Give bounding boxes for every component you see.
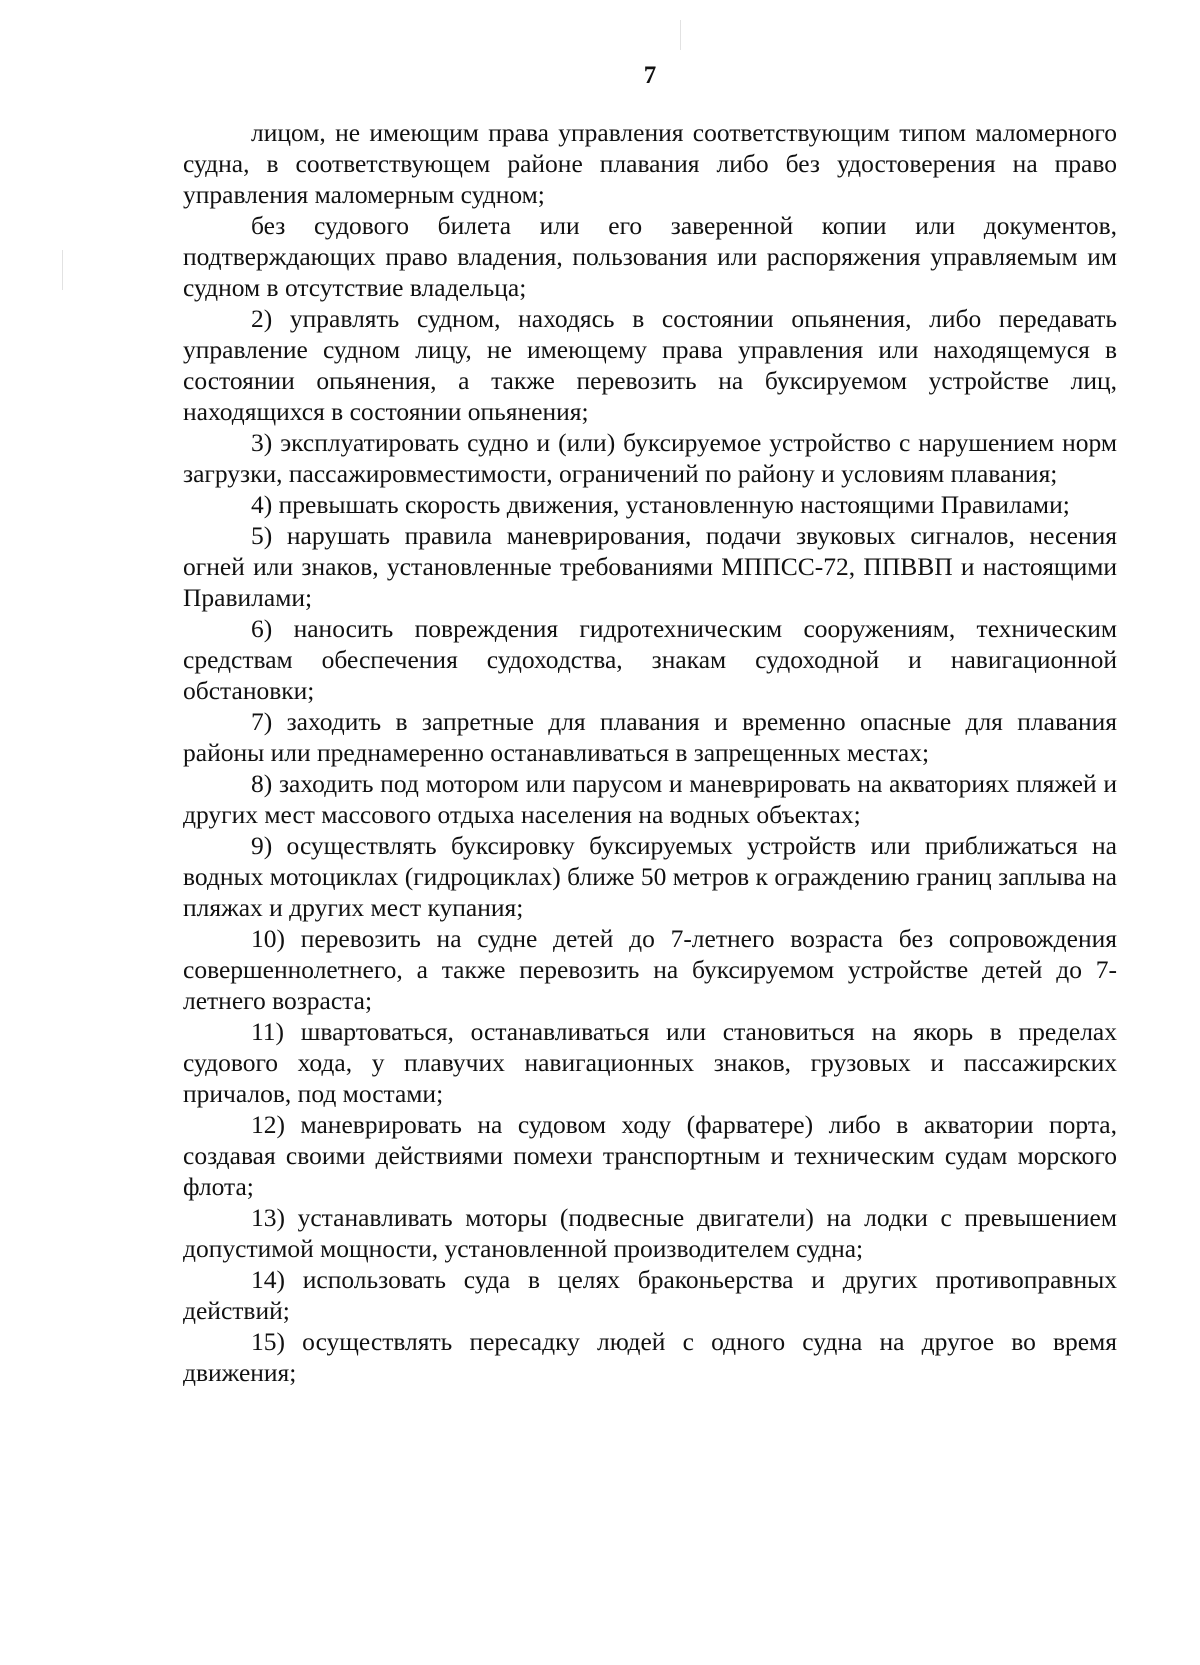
paragraph: лицом, не имеющим права управления соответствующим типом маломерного судна, в соответствующем районе плавания либо без удостоверения на право управления маломерным судном; — [183, 118, 1117, 209]
paragraph: 9) осуществлять буксировку буксируемых устройств или приближаться на водных мотоциклах (гидроциклах) ближе 50 метров к ограждению границ заплыва на пляжах и других мест купания; — [183, 831, 1117, 922]
paragraph: 6) наносить повреждения гидротехническим сооружениям, техническим средствам обеспечения судоходства, знакам судоходной и навигационной обстановки; — [183, 614, 1117, 705]
paragraph: 15) осуществлять пересадку людей с одного судна на другое во время движения; — [183, 1327, 1117, 1387]
paragraph: 12) маневрировать на судовом ходу (фарватере) либо в акватории порта, создавая своими действиями помехи транспортным и техническим судам морского флота; — [183, 1110, 1117, 1201]
paragraph: 11) швартоваться, останавливаться или становиться на якорь в пределах судового хода, у плавучих навигационных знаков, грузовых и пассажирских причалов, под мостами; — [183, 1017, 1117, 1108]
paragraph: 2) управлять судном, находясь в состоянии опьянения, либо передавать управление судном лицу, не имеющему права управления или находящемуся в состоянии опьянения, а также перевозить на буксируемом устройстве лиц, находящихся в состоянии опьянения; — [183, 304, 1117, 426]
paragraph: без судового билета или его заверенной копии или документов, подтверждающих право владения, пользования или распоряжения управляемым им судном в отсутствие владельца; — [183, 211, 1117, 302]
paragraph: 7) заходить в запретные для плавания и временно опасные для плавания районы или преднамеренно останавливаться в запрещенных местах; — [183, 707, 1117, 767]
paragraph: 10) перевозить на судне детей до 7-летнего возраста без сопровождения совершеннолетнего, а также перевозить на буксируемом устройстве детей до 7-летнего возраста; — [183, 924, 1117, 1015]
paragraph: 8) заходить под мотором или парусом и маневрировать на акваториях пляжей и других мест массового отдыха населения на водных объектах; — [183, 769, 1117, 829]
scan-artifact — [680, 20, 681, 50]
scan-artifact — [62, 250, 63, 290]
page-number: 7 — [643, 62, 657, 89]
paragraph: 3) эксплуатировать судно и (или) буксируемое устройство с нарушением норм загрузки, пассажировместимости, ограничений по району и условиям плавания; — [183, 428, 1117, 488]
paragraph: 5) нарушать правила маневрирования, подачи звуковых сигналов, несения огней или знаков, установленные требованиями МППСС-72, ППВВП и настоящими Правилами; — [183, 521, 1117, 612]
paragraph: 13) устанавливать моторы (подвесные двигатели) на лодки с превышением допустимой мощности, установленной производителем судна; — [183, 1203, 1117, 1263]
paragraph: 4) превышать скорость движения, установленную настоящими Правилами; — [251, 490, 1070, 519]
paragraph: 14) использовать суда в целях браконьерства и других противоправных действий; — [183, 1265, 1117, 1325]
document-text — [183, 117, 1117, 1388]
